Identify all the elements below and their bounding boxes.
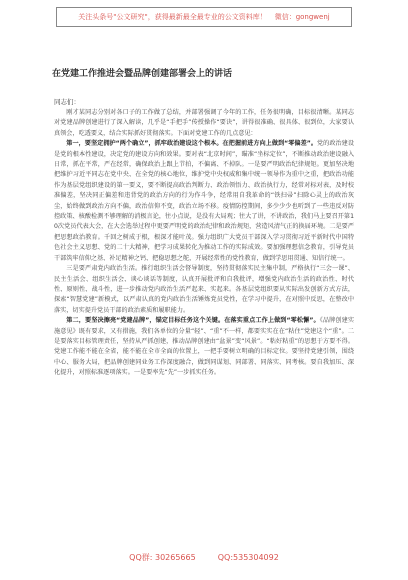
paragraph-4 (54, 316, 354, 378)
document-body (54, 108, 354, 546)
contact-footer (0, 552, 408, 563)
paragraph-3 (54, 264, 354, 316)
promo-banner (56, 7, 352, 27)
greeting: 同志们： (54, 98, 80, 106)
banner-wechat-text: 微信：gongwenj (274, 13, 330, 21)
footer-qq-group: QQ群: 30265665 (129, 553, 196, 562)
paragraph-1-text: 刚才某同志分别对各口子的工作做了总结，并部署强调了今年的工作，任务很明确，目标很清晰。某同志对党建品牌创建进行了深入解读，几乎是“手把手”传授操作“要诀”，讲得很准确、很具体、很到位，大家要认真领会，吃透要义，结合实际抓好贯彻落实。下面对党建工作的几点意见： (54, 109, 354, 137)
paragraph-4-text: 《品牌创建实施意见》既有要求，又有措施，我们各单位的分量“轻”、“重”不一样，都要实实在在“粘住”党建这个“重”。二是要落实目标管理责任，坚持从严抓创建，推动品牌创建由“盆景”变“风景”。“粘好粘重”的思想于方要不得。党建工作能不能在全省，能不能在全市全面的位置上，一把手要树立明确的目标定位。要坚持党建引领，围绕中心、服务大局，把品牌创建同业务工作深度融合，做到同谋划、同部署、同落实、同考核。要自我加压、深化提升，对照标准逐项落实。一是要率先“先”一步抓实任务。 (54, 317, 354, 377)
paragraph-4-lead: 第二，要坚决擦亮“党建品牌”，锚定目标任务这个关键。在落实重点工作上做到“零松懈”。 (66, 317, 320, 325)
paragraph-2 (54, 139, 354, 264)
paragraph-3-text: 三是要严肃党内政治生活。推行组织生活会督导制度，坚持贯彻落实民主集中制，严格执行“三会一课”、民主生活会、组织生活会、谈心谈话等制度，认真开展批评和自我批评，增强党内政治生活的政治性、时代性、原则性、战斗性，进一步推动党内政治生活严起来、实起来。各基层党组织要从实际出发创新方式方法，探索“智慧党建”新模式，以严肃认真的党内政治生活锤炼党员党性，在学习中提升，在对照中反思，在整改中落实，切实提升党员干部的政治素质和履职能力。 (54, 265, 354, 314)
paragraph-1 (54, 108, 354, 139)
paragraph-2-text: 党的政治建设是党的根本性建设，决定党的建设方向和效果。要对表“北京时间”，瞄准“坐标定位”，不断推动政治建设融入日常，抓在平常，严在经常，确保政治上跟上节拍，不偏离、不掉队。一是要严明政治纪律规矩。更加坚决地把维护习近平同志在党中央、在全党的核心地位，维护党中央权威和集中统一领导作为重中之重，把政治功能作为基层党组织建设的第一要义，要不断提高政治判断力、政治领悟力、政治执行力，经常对标对表，及时校准偏差，坚决同正偏差和违背党的政治方向的行为作斗争，经常用自我革命的“铁扫帚”扫除心灵上的政治灰尘，始终做到政治方向不偏，政治信仰不变，政治立场不移。疫情防控期间，多少少少也听到了一些违反对防控政策、核酸检测不够理解的消极言论，往小点说，是没有大局观；往大了讲，不讲政治，我们马上要召开第10次党员代表大会，在大会选举过程中更要严明党的政治纪律和政治规矩，营造风清气正的换届环境。二是要严把思想政治教育。千回之树成于根，根深才能叶茂。强力组织广大党员干部深入学习贯彻习近平新时代中国特色社会主义思想、党的二十大精神，把学习成果转化为推动工作的实际成效。要加强理想信念教育，引导党员干部筑牢信仰之基、补足精神之钙、把稳思想之舵，开展经常性的党性教育，做到学思用贯通、知信行统一。 (54, 140, 354, 262)
footer-qq: QQ:535304092 (217, 553, 279, 562)
document-title: 在党建工作推进会暨品牌创建部署会上的讲话 (52, 69, 233, 79)
paragraph-2-lead: 第一，要坚定拥护“两个确立”，抓牢政治建设这个根本。在把握前进方向上做到“零偏差”。 (66, 140, 317, 148)
banner-follow-text: 关注头条号"公文研究"，获得最新最全最专业的公文资料库！ (78, 13, 267, 21)
